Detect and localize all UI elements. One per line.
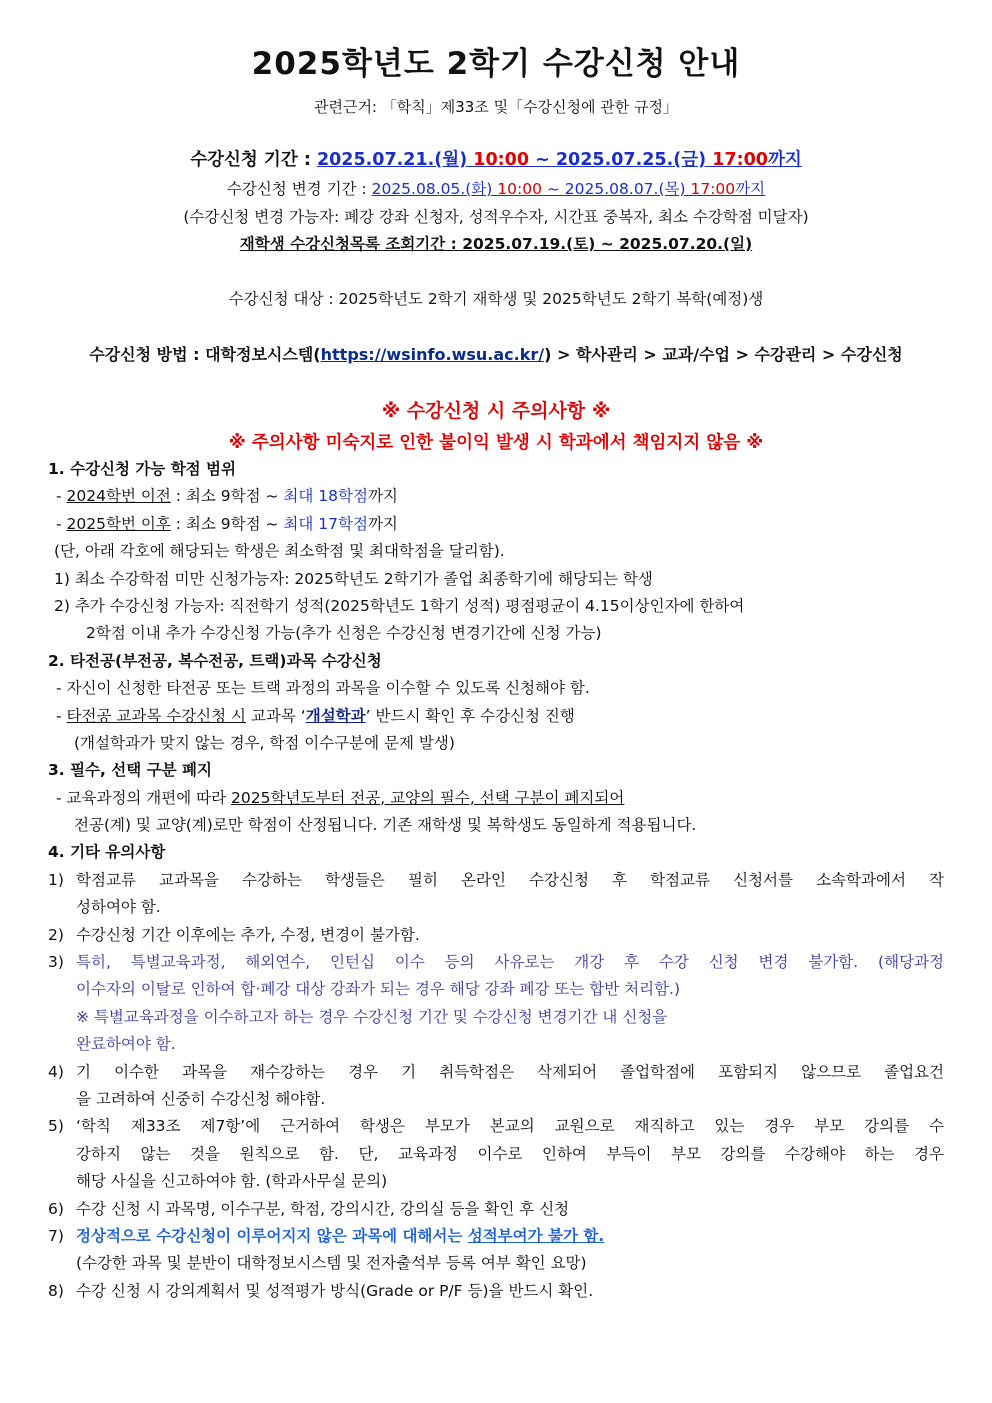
registration-method: 수강신청 방법 : 대학정보시스템(https://wsinfo.wsu.ac.kr/) > 학사관리 > 교과/수업 > 수강관리 > 수강신청 xyxy=(89,345,903,364)
other-major-line-3: (개설학과가 맞지 않는 경우, 학점 이수구분에 문제 발생) xyxy=(74,733,455,752)
section-3-heading: 3. 필수, 선택 구분 폐지 xyxy=(48,761,212,780)
change-range: 2025.08.05.(화) 10:00 ~ 2025.08.07.(목) 17:00까지 xyxy=(371,180,766,198)
section-4-heading: 4. 기타 유의사항 xyxy=(48,843,166,862)
period-range: 2025.07.21.(월) 10:00 ~ 2025.07.25.(금) 17:00까지 xyxy=(316,150,802,170)
notice-item-2: 2) 수강신청 기간 이후에는 추가, 수정, 변경이 불가함. xyxy=(48,925,420,944)
abolish-line-1: - 교육과정의 개편에 따라 2025학년도부터 전공, 교양의 필수, 선택 구분이 폐지되어 xyxy=(56,788,625,807)
notice-item-8: 8) 수강 신청 시 강의계획서 및 성적평가 방식(Grade or P/F 등)을 반드시 확인. xyxy=(48,1281,594,1300)
info-system-link[interactable]: https://wsinfo.wsu.ac.kr/ xyxy=(320,345,545,364)
other-major-line-1: - 자신이 신청한 타전공 또는 트랙 과정의 과목을 이수할 수 있도록 신청해야 함. xyxy=(56,679,590,698)
registration-period xyxy=(0,146,992,171)
section-2-heading: 2. 타전공(부전공, 복수전공, 트랙)과목 수강신청 xyxy=(48,651,382,670)
notice-item-4: 4) 기 이수한 과목을 재수강하는 경우 기 취득학점은 삭제되어 졸업학점에 포함되지 않으므로 졸업요건 을 고려하여 신중히 수강신청 해야함. xyxy=(48,1062,944,1108)
notice-item-7: 7) 정상적으로 수강신청이 이루어지지 않은 과목에 대해서는 성적부여가 불가 함. (수강한 과목 및 분반이 대학정보시스템 및 전자출석부 등록 여부 확인 요망) xyxy=(48,1226,605,1273)
notice-item-5: 5) ‘학칙 제33조 제7항’에 근거하여 학생은 부모가 본교의 교원으로 재직하고 있는 경우 부모 강의를 수 강하지 않는 것을 원칙으로 함. 단, 교육과정 이수로 인하여 부득이 부모 강의를 수강해야 하는 경우 해당 사실을 신고하여야 함. (학과사무실 문의) xyxy=(48,1117,944,1191)
period-label: 수강신청 기간 : xyxy=(190,150,317,170)
caution-body xyxy=(48,456,944,1305)
caution-title: ※ 수강신청 시 주의사항 ※ xyxy=(381,400,611,422)
caution-subtitle: ※ 주의사항 미숙지로 인한 불이익 발생 시 학과에서 책임지지 않음 ※ xyxy=(228,433,764,453)
page-title: 2025학년도 2학기 수강신청 안내 xyxy=(251,46,741,82)
lookup-period: 재학생 수강신청목록 조회기간 : 2025.07.19.(토) ~ 2025.07.20.(일) xyxy=(239,235,753,253)
credit-range-2024: - 2024학번 이전 : 최소 9학점 ~ 최대 18학점까지 xyxy=(56,487,398,506)
credit-note-1: 1) 최소 수강학점 미만 신청가능자: 2025학년도 2학기가 졸업 최종학기에 해당되는 학생 xyxy=(54,569,653,588)
change-label: 수강신청 변경 기간 : xyxy=(226,180,372,198)
credit-range-2025: - 2025학번 이후 : 최소 9학점 ~ 최대 17학점까지 xyxy=(56,514,398,533)
other-major-line-2: - 타전공 교과목 수강신청 시 교과목 ‘개설학과’ 반드시 확인 후 수강신청 진행 xyxy=(56,706,575,725)
credit-note-2-cont: 2학점 이내 추가 수강신청 가능(추가 신청은 수강신청 변경기간에 신청 가능) xyxy=(86,624,602,643)
legal-basis: 관련근거: 「학칙」제33조 및「수강신청에 관한 규정」 xyxy=(313,98,679,116)
abolish-line-2: 전공(계) 및 교양(계)로만 학점이 산정됩니다. 기존 재학생 및 복학생도 동일하게 적용됩니다. xyxy=(74,816,697,835)
notice-item-3: 3) 특히, 특별교육과정, 해외연수, 인턴십 이수 등의 사유로는 개강 후 수강 신청 변경 불가함. (해당과정 이수자의 이탈로 인하여 합‧폐강 대상 강좌가 되는 경우 해당 강좌 폐강 또는 합반 처리함.) ※ 특별교육과정을 이수하고자 하는 경우 수강신청 기간 및 수강신청 변경기간 내 신청을 완료하여야 함. xyxy=(48,953,944,1054)
credit-note: (단, 아래 각호에 해당되는 학생은 최소학점 및 최대학점을 달리함). xyxy=(54,542,505,561)
change-period xyxy=(0,177,992,199)
notice-item-6: 6) 수강 신청 시 과목명, 이수구분, 학점, 강의시간, 강의실 등을 확인 후 신청 xyxy=(48,1199,570,1218)
registration-target: 수강신청 대상 : 2025학년도 2학기 재학생 및 2025학년도 2학기 복학(예정)생 xyxy=(228,290,764,308)
credit-note-2: 2) 추가 수강신청 가능자: 직전학기 성적(2025학년도 1학기 성적) 평점평균이 4.15이상인자에 한하여 xyxy=(54,596,745,615)
section-1-heading: 1. 수강신청 가능 학점 범위 xyxy=(48,460,236,478)
notice-item-1: 1) 학점교류 교과목을 수강하는 학생들은 필히 온라인 수강신청 후 학점교류 신청서를 소속학과에서 작 성하여야 함. xyxy=(48,870,944,917)
change-eligible-note: (수강신청 변경 가능자: 폐강 강좌 신청자, 성적우수자, 시간표 중복자, 최소 수강학점 미달자) xyxy=(183,208,809,226)
